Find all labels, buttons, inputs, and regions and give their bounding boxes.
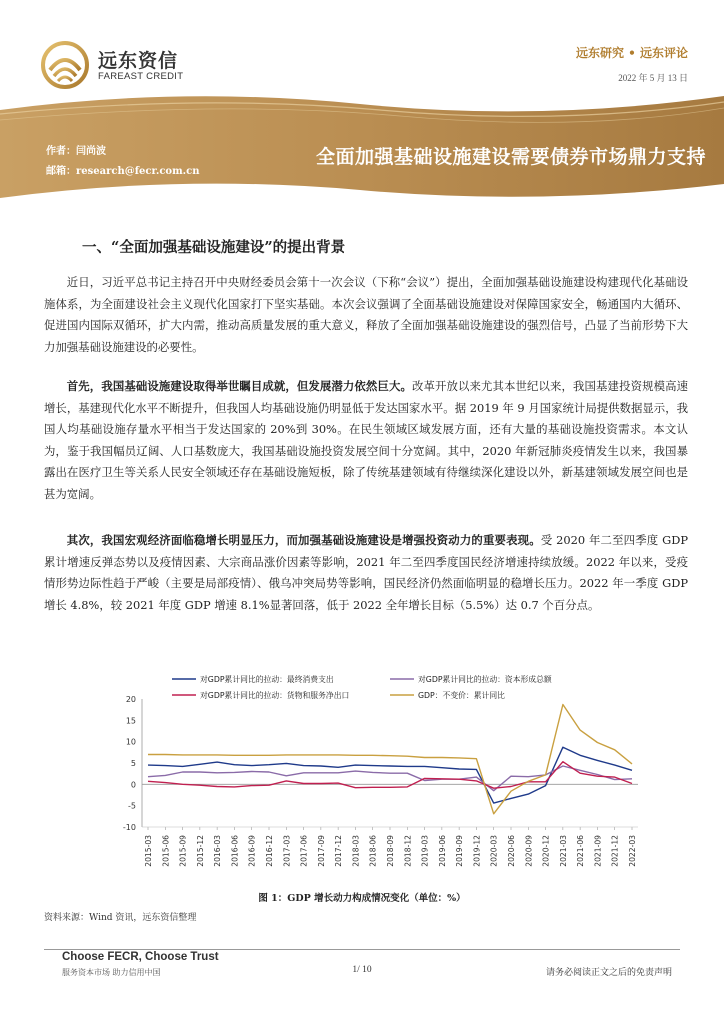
x-tick-label: 2019-06 — [437, 835, 447, 867]
chart-legend — [172, 674, 552, 700]
x-tick-label: 2020-06 — [507, 835, 516, 867]
x-tick-label: 2021-12 — [610, 835, 620, 867]
footer-divider — [44, 949, 680, 950]
paragraph-intro: 近日，习近平总书记主持召开中央财经委员会第十一次会议（下称“会议”）提出，全面加强基础设施建设构建现代化基础设施体系，为全面建设社会主义现代化国家打下坚实基础。本次会议强调了全面基础设施建设对保障国家安全，畅通国内大循环、促进国内国际双循环，扩大内需，推动高质量发展的重大意义，释放了全面加强基础设施建设的强烈信号，凸显了当前形势下大力加强基础设施建设的必要性。 — [44, 275, 688, 354]
page-number: 1/ 10 — [352, 965, 372, 975]
author: 作者：闫尚波 — [46, 146, 106, 157]
x-tick-label: 2022-03 — [628, 835, 637, 867]
x-tick-label: 2016-12 — [265, 835, 274, 867]
footer-subslogan: 服务资本市场 助力信用中国 — [62, 968, 161, 977]
x-tick-label: 2015-06 — [161, 835, 171, 867]
chart-lines — [148, 705, 632, 814]
x-tick-label: 2020-03 — [489, 835, 499, 867]
y-tick-label: 15 — [125, 716, 136, 726]
brand-name-en: FAREAST CREDIT — [98, 71, 184, 82]
paragraph-second-point: 其次，我国宏观经济面临稳增长明显压力，而加强基础设施建设是增强投资动力的重要表现。受 2020 年二至四季度 GDP 累计增速反弹态势以及疫情因素、大宗商品涨价因素等影响，2021 年二至四季度国民经济增速持续放缓。2022 年以来，受疫情形势边际性趋于严峻（主要是局部疫情）、俄乌冲突局势等影响，国民经济仍然面临明显的稳增长压力。2022 年一季度 GDP 增长 4.8%，较 2021 年度 GDP 增速 8.1%显著回落，低于 2022 全年增长目标（5.5%）达 0.7 个百分点。 — [44, 533, 688, 612]
x-tick-label: 2016-03 — [213, 835, 223, 867]
x-tick-label: 2016-06 — [230, 835, 240, 867]
figure-caption: 图 1：GDP 增长动力构成情况变化（单位：%） — [258, 893, 466, 904]
y-tick-label: 10 — [125, 737, 136, 747]
x-tick-label: 2021-06 — [576, 835, 586, 867]
y-tick-label: 5 — [130, 759, 136, 768]
legend-label: 对GDP累计同比的拉动：资本形成总额 — [418, 675, 552, 684]
x-tick-label: 2017-06 — [299, 835, 309, 867]
chart-axes — [123, 695, 638, 867]
y-tick-label: 20 — [125, 695, 136, 704]
legend-label: 对GDP累计同比的拉动：最终消费支出 — [200, 675, 334, 684]
x-tick-label: 2018-09 — [386, 835, 395, 867]
x-tick-label: 2020-12 — [541, 835, 551, 867]
footer-slogan: Choose FECR, Choose Trust — [62, 951, 219, 963]
x-tick-label: 2020-09 — [524, 835, 534, 867]
legend-label: GDP：不变价：累计同比 — [418, 691, 505, 700]
x-tick-label: 2015-09 — [178, 835, 188, 867]
series-line-4 — [148, 705, 632, 814]
x-tick-label: 2018-06 — [368, 835, 378, 867]
source-note: 资料来源：Wind 资讯，远东资信整理 — [44, 913, 197, 923]
author-email: 邮箱：research@fecr.com.cn — [46, 166, 200, 177]
y-tick-label: -10 — [122, 823, 136, 832]
legend-label: 对GDP累计同比的拉动：货物和服务净出口 — [200, 691, 350, 700]
x-tick-label: 2017-03 — [282, 835, 292, 867]
x-tick-label: 2018-12 — [403, 835, 413, 867]
x-tick-label: 2015-03 — [144, 835, 153, 867]
footer-disclaimer: 请务必阅读正文之后的免责声明 — [545, 968, 672, 978]
x-tick-label: 2016-09 — [247, 835, 257, 867]
report-date: 2022 年 5 月 13 日 — [618, 73, 688, 83]
x-tick-label: 2015-12 — [195, 835, 205, 867]
report-series: 远东研究 • 远东评论 — [575, 46, 688, 60]
x-tick-label: 2021-09 — [593, 835, 603, 867]
y-tick-label: -5 — [128, 801, 136, 811]
report-title: 全面加强基础设施建设需要债券市场鼎力支持 — [315, 146, 706, 168]
y-tick-label: 0 — [130, 780, 136, 790]
paragraph-first-point: 首先，我国基础设施建设取得举世瞩目成就，但发展潜力依然巨大。改革开放以来尤其本世纪以来，我国基建投资规模高速增长，基建现代化水平不断提升，但我国人均基础设施仍明显低于发达国家水平。据 2019 年 9 月国家统计局提供数据显示，我国人均基础设施存量水平相当于发达国家的 20%到 30%。在民生领域区域发展方面，还有大量的基础设施投资需求。本文认为，鉴于我国幅员辽阔、人口基数庞大，我国基础设施投资发展空间十分宽阔。其中，2020 年新冠肺炎疫情发生以来，我国暴露出在医疗卫生等关系人民安全领域还存在基础设施短板，除了传统基建领域有待继续深化建设以外，新基建领域发展空间也是甚为宽阔。 — [44, 379, 688, 501]
second-point-lead: 其次，我国宏观经济面临稳增长明显压力，而加强基础设施建设是增强投资动力的重要表现。 — [66, 533, 541, 547]
x-tick-label: 2019-09 — [455, 835, 465, 867]
fecr-logo-icon — [40, 40, 90, 90]
brand-name-cn: 远东资信 — [98, 50, 179, 72]
gdp-contribution-chart — [110, 672, 650, 884]
x-tick-label: 2018-03 — [351, 835, 361, 867]
x-tick-label: 2017-09 — [316, 835, 326, 867]
x-tick-label: 2021-03 — [558, 835, 568, 867]
x-tick-label: 2017-12 — [334, 835, 344, 867]
x-tick-label: 2019-03 — [420, 835, 430, 867]
first-point-lead: 首先，我国基础设施建设取得举世瞩目成就，但发展潜力依然巨大。 — [66, 379, 412, 393]
x-tick-label: 2019-12 — [472, 835, 482, 867]
section-heading: 一、“全面加强基础设施建设”的提出背景 — [82, 239, 346, 256]
